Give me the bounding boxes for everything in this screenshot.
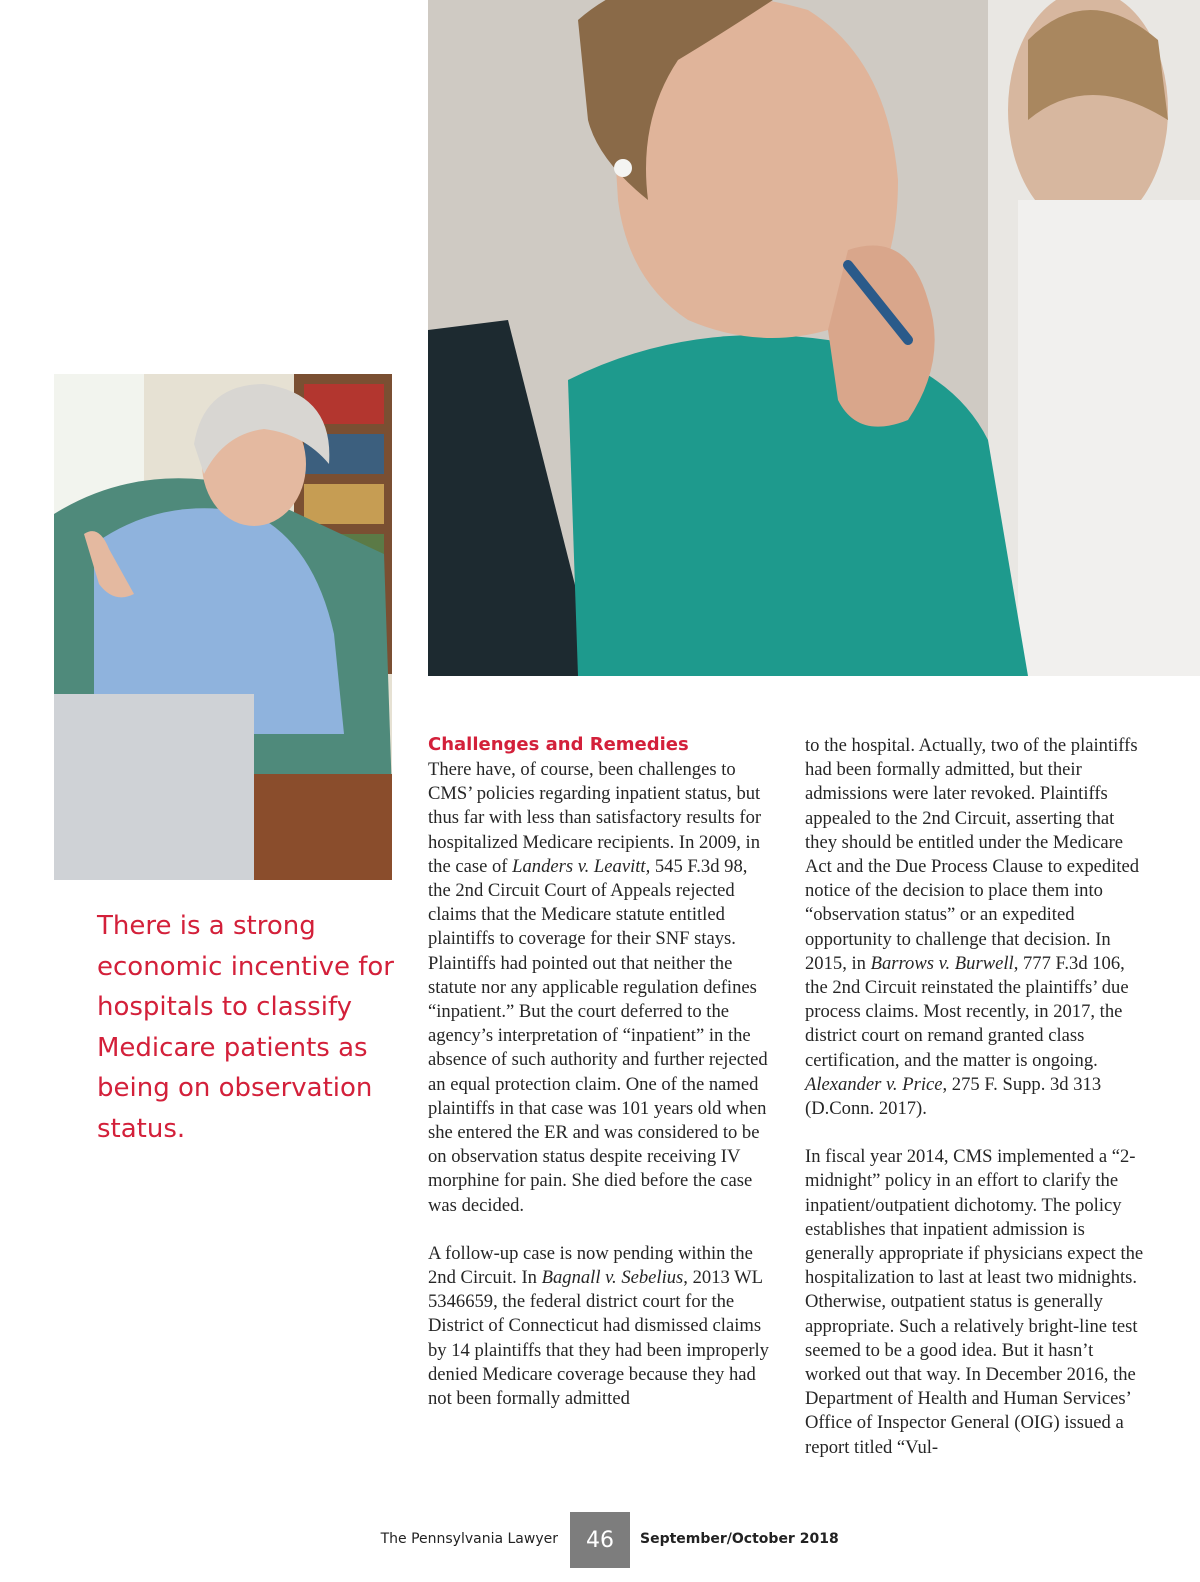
case-citation: Bagnall v. Sebelius [541,1267,684,1289]
pull-quote: There is a strong economic incentive for hospitals to classify Medicare patients as being on observation status. [97,911,394,1144]
paragraph: A follow-up case is now pending within the 2nd Circuit. In Bagnall v. Sebelius, 2013 WL 5346659, the federal district court for the District of Connecticut had dismissed claims by 14 plaintiffs that they had been improperly denied Medicare coverage because they had not been formally admitted [428,1242,769,1410]
publication-name: The Pennsylvania Lawyer [380,1531,558,1547]
case-citation: Alexander v. Price [805,1073,943,1095]
paragraph: There have, of course, been challenges to CMS’ policies regarding inpatient status, but thus far with less than satisfactory results for hospitalized Medicare recipients. In 2009, in the case of Landers v. Leavitt, 545 F.3d 98, the 2nd Circuit Court of Appeals rejected claims that the Medicare statute entitled plaintiffs to coverage for their SNF stays. Plaintiffs had pointed out that neither the statute nor any applicable regulation defines “inpatient.” But the court deferred to the agency’s interpretation of “inpatient” in the absence of such authority and further rejected an equal protection claim. One of the named plaintiffs in that case was 101 years old when she entered the ER and was considered to be on observation status despite receiving IV morphine for pain. She died before the case was decided. [428,759,768,1216]
senior-woman-photo [54,374,392,880]
article-column-right [805,734,1145,1484]
page-number: 46 [570,1512,630,1568]
case-citation: Landers v. Leavitt, [512,855,651,877]
section-heading: Challenges and Remedies [428,734,689,755]
article-column-left [428,734,773,1435]
paragraph: In fiscal year 2014, CMS implemented a “2-midnight” policy in an effort to clarify the inpatient/outpatient dichotomy. The policy establishes that inpatient admission is generally appropriate if physicians expect the hospitalization to last at least two midnights. Otherwise, outpatient status is generally appropriate. Such a relatively bright-line test seemed to be a good idea. But it hasn’t worked out that way. In December 2016, the Department of Health and Human Services’ Office of Inspector General (OIG) issued a report titled “Vul- [805,1146,1144,1458]
nurse-photo [428,0,1200,676]
page-footer [0,1512,1200,1568]
issue-date: September/October 2018 [640,1531,839,1547]
paragraph: to the hospital. Actually, two of the plaintiffs had been formally admitted, but their admissions were later revoked. Plaintiffs appealed to the 2nd Circuit, asserting that they should be entitled under the Medicare Act and the Due Process Clause to expedited notice of the decision to place them into “observation status” or an expedited opportunity to challenge that decision. In 2015, in Barrows v. Burwell, 777 F.3d 106, the 2nd Circuit reinstated the plaintiffs’ due process claims. Most recently, in 2017, the district court on remand granted class certification, and the matter is ongoing. Alexander v. Price, 275 F. Supp. 3d 313 (D.Conn. 2017). [805,735,1140,1120]
case-citation: Barrows v. Burwell [870,952,1014,974]
